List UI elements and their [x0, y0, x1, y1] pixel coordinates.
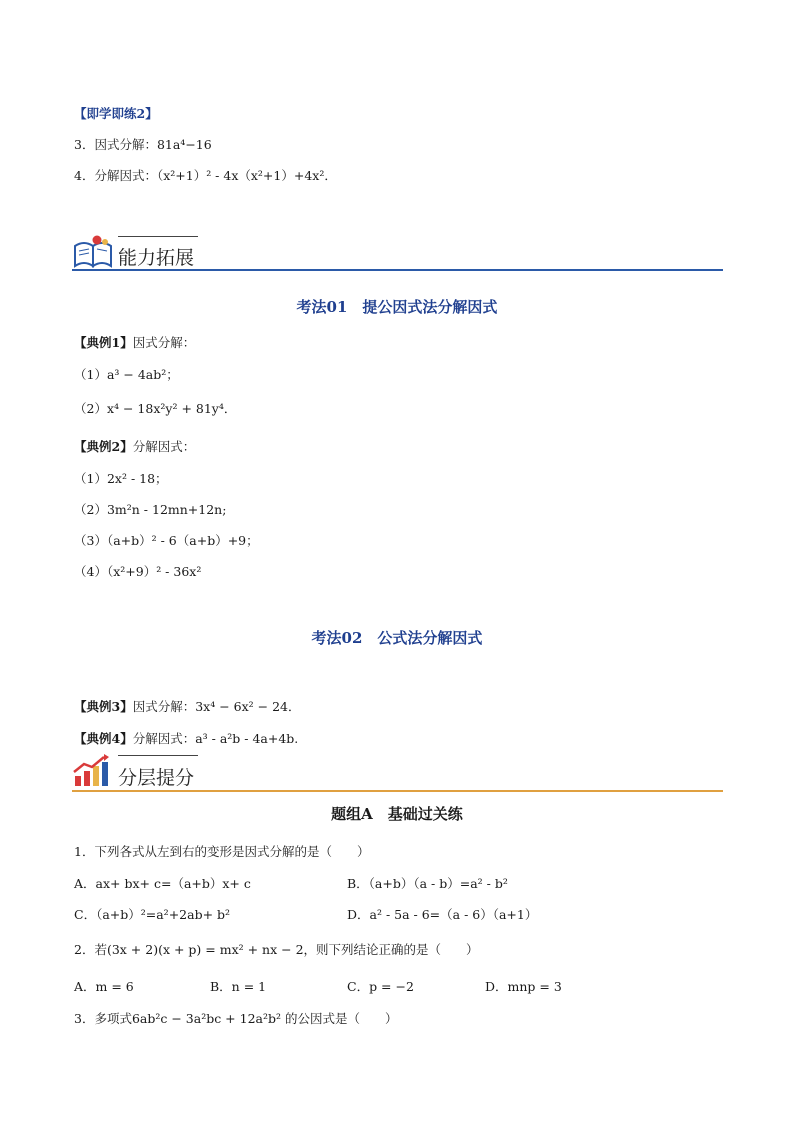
practice-header: 【即学即练2】 [74, 106, 158, 121]
question-2: 2．若(3x + 2)(x + p) = mx² + nx − 2，则下列结论正确的是（ ） [74, 942, 479, 957]
banner-top-rule [118, 236, 198, 237]
question-3: 3．多项式6ab²c − 3a²bc + 12a²b² 的公因式是（ ） [74, 1011, 398, 1026]
example2-item-4: （4）（x²+9）² - 36x² [74, 564, 202, 579]
example1-item-1: （1）a³ − 4ab²； [74, 367, 179, 382]
question-1-option-d: D．a² - 5a - 6=（a - 6）（a+1） [347, 907, 538, 922]
question-1: 1．下列各式从左到右的变形是因式分解的是（ ） [74, 844, 370, 859]
question-2-option-d: D．mnp = 3 [485, 979, 562, 994]
example3-text: 因式分解：3x⁴ − 6x² − 24． [132, 699, 301, 714]
example2-item-2: （2）3m²n - 12mn+12n; [74, 502, 227, 517]
group-a-title: 题组A 基础过关练 [331, 805, 463, 823]
question-2-option-a: A．m = 6 [74, 979, 134, 994]
question-1-option-c: C．（a+b）²=a²+2ab+ b² [74, 907, 231, 922]
example1-item-2: （2）x⁴ − 18x²y² + 81y⁴． [74, 401, 237, 416]
question-2-option-c: C．p = −2 [347, 979, 414, 994]
question-1-option-a: A．ax+ bx+ c=（a+b）x+ c [74, 876, 251, 891]
section-ability-rule [72, 269, 723, 271]
example2 [74, 437, 195, 455]
example3-header: 【典例3】 [74, 699, 133, 714]
example2-header: 【典例2】 [74, 439, 133, 454]
example1-header: 【典例1】 [74, 335, 133, 350]
example4-header: 【典例4】 [74, 731, 133, 746]
example1 [74, 333, 195, 351]
example2-item-3: （3）（a+b）² - 6（a+b）+9； [74, 533, 259, 548]
growth-chart-icon [72, 754, 110, 788]
example4-text: 分解因式：a³ - a²b - 4a+4b. [132, 731, 299, 746]
section-ability-title: 能力拓展 [118, 247, 195, 269]
example4 [74, 729, 298, 747]
example2-text: 分解因式： [132, 439, 196, 454]
practice-question-4: 4．分解因式：（x²+1）² - 4x（x²+1）+4x²． [74, 168, 337, 183]
example1-text: 因式分解： [132, 335, 196, 350]
question-1-option-b: B．（a+b）（a - b）=a² - b² [347, 876, 508, 891]
question-2-option-b: B．n = 1 [210, 979, 267, 994]
banner2-top-rule [118, 755, 198, 756]
method1-title: 考法01 提公因式法分解因式 [296, 298, 498, 316]
section-layered-title: 分层提分 [118, 767, 195, 789]
book-icon [72, 234, 114, 270]
practice-question-3: 3．因式分解：81a⁴−16 [74, 137, 212, 152]
section-layered-rule [72, 790, 723, 792]
example3 [74, 697, 300, 715]
method2-title: 考法02 公式法分解因式 [311, 629, 483, 647]
example2-item-1: （1）2x² - 18； [74, 471, 168, 486]
